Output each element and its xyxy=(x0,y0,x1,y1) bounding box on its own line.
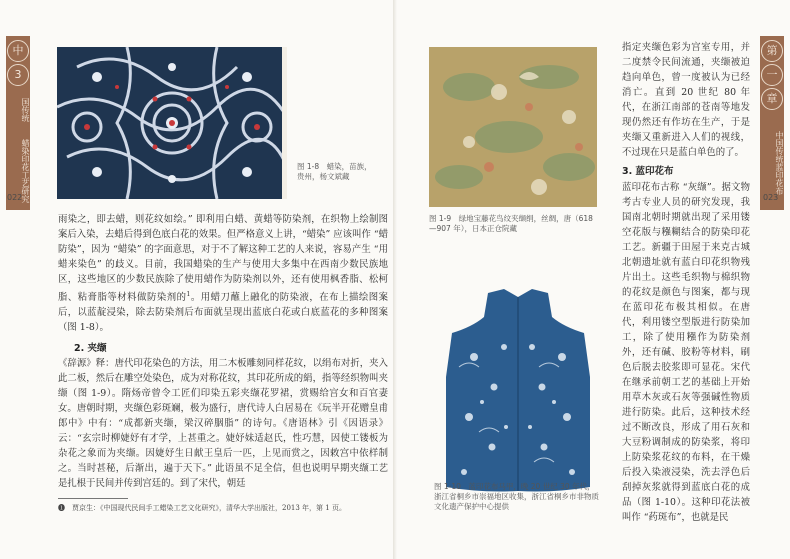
tab-subtitle: 蜡染印花工艺研究 xyxy=(21,139,30,203)
page-number-right: 023 xyxy=(763,193,779,202)
gutter xyxy=(393,0,397,559)
figure-1-10-caption: 图 1-10 蓝印花布马甲，晚 20 世纪 30 年代，浙江省桐乡市崇福地区收集，浙江省桐乡市非物质文化遗产保护中心提供 xyxy=(434,482,599,511)
right-side-tab xyxy=(760,36,784,210)
heading-jiaxie: 2. 夹缬 xyxy=(74,343,107,354)
indigo-vest-image xyxy=(434,287,602,497)
footnote-ref: 1 xyxy=(186,291,191,298)
tab-circle-top: 第 xyxy=(761,40,783,62)
tab-series: 国传统 xyxy=(21,98,30,122)
tab-circle-bottom: 章 xyxy=(761,88,783,110)
left-paragraph-2: 《辞源》释：唐代印花染色的方法，用二木板雕刻同样花纹，以绢布对折，夹入此二板，然后在雕空处染色，成为对称花纹，其印花所成的絹，指等经织物叫夹缬（图 1-9）。隋炀帝曾令工匠们印染五彩夹缬花罗裙，赏赐给宫女和百官妻女。唐朝时期，夹缬色彩斑斓，极为盛行，唐代诗人白居易在《玩半开花赠皇甫郎中》中有：“成都新夹缬，梁汉碎胭脂” 的诗句。《唐语林》引《因语录》云：“玄宗时柳婕妤有才学，上甚重之。婕妤妹适赵氏，性巧慧，因使工镂板为杂花之象而为夹缬。因婕妤生日献王皇后一匹，上见而赏之，因敕宫中依样制之。当时甚秘，后渐出，遍于天下。” 此语虽不足全信，但也说明早期夹缬工艺是扎根于民间并传到宫廷的。到了宋代，朝廷 xyxy=(58,358,388,489)
footnote: ❶ 贾京生：《中国现代民间手工蜡染工艺文化研究》，清华大学出版社，2013 年，第 1 页。 xyxy=(58,504,346,512)
heading-lanyinhuabu: 3. 蓝印花布 xyxy=(622,166,674,177)
tab-circle-mid: 一 xyxy=(761,64,783,86)
figure-1-8-caption: 图 1-8 蜡染，苗族，贵州，杨文斌藏 xyxy=(297,162,372,181)
batik-figure-image xyxy=(57,47,287,199)
right-paragraph-2: 蓝印花布古称 “灰缬”。据文物考古专业人员的研究发现，我国南北朝时期就出现了采用镂空花版与糨糊结合的防染印花工艺。新疆于田屋于来克古城北朝遗址就有蓝白印花织物残片出土。这些毛织物与棉织物的花纹是颜色与图案，都与现在蓝印花布极其相似。在唐代，利用镂空型版进行防染加工，除了使用糨作为防染剂外，还有碱、胶粉等材料，刷色后脱去胶浆即可显花。宋代在继承前朝工艺的基础上开始用草木灰或石灰等强碱性物质进行防染。此后，这种技术经过不断改良，形成了用石灰和大豆粉调制成的防染浆，将印上防染浆花纹的布料，在干燥后投入染液浸染，洗去浮色后刮掉灰浆就得到蓝底白花的成品（图 1-10）。这种印花法被叫作 “药斑布”，也就是民 xyxy=(622,182,750,523)
figure-1-9-caption: 图 1-9 绿地宝藤花鸟纹夹缬绢，丝绸，唐（618—907 年），日本正仓院藏 xyxy=(429,214,593,233)
right-paragraph-1: 指定夹缬色彩为宫室专用，并二度禁令民间流通，夹缬被迫趋向单色，曾一度被认为已经消亡。直到 20 世纪 80 年代，在浙江南部的苍南等地发现仍然还有作坊在生产，于是夹缬又重新进入人们的视线，不过现在只是蓝白单色的了。 xyxy=(622,42,750,158)
tab-subtitle: 中国传统蓝印花布 xyxy=(775,131,784,195)
tab-circle-top: 中 xyxy=(7,40,29,62)
page-number-left: 022 xyxy=(7,193,23,202)
left-side-tab xyxy=(6,36,30,210)
jiaxie-silk-image xyxy=(429,47,597,207)
tab-circle-mid: 3 xyxy=(7,64,29,86)
left-paragraph-1: 雨染之，即去蜡，则花纹如绘。” 即利用白蜡、黄蜡等防染剂，在织物上绘制图案后入染，去蜡后得到色底白花的效果。但严格意义上讲，“蜡染” 应该叫作 “蜡防染”，因为 “蜡染” 的字面意思，对于不了解这种工艺的人来说，容易产生 “用蜡来染色” 的歧义。目前，我国蜡染的生产与使用大多集中在西南少数民族地区，这些地区的少数民族除了使用蜡作为防染剂以外，还有使用枫香脂、松柯脂、粘膏脂等材料做防染剂的$^1$。用蜡刀蘸上融化的防染液，在布上描绘图案后，以蓝靛浸染，除去防染剂后布面就呈现出蓝底白花或白底蓝花的多种图案（图 1-8）。 xyxy=(58,214,388,334)
footnote-rule xyxy=(58,498,128,499)
